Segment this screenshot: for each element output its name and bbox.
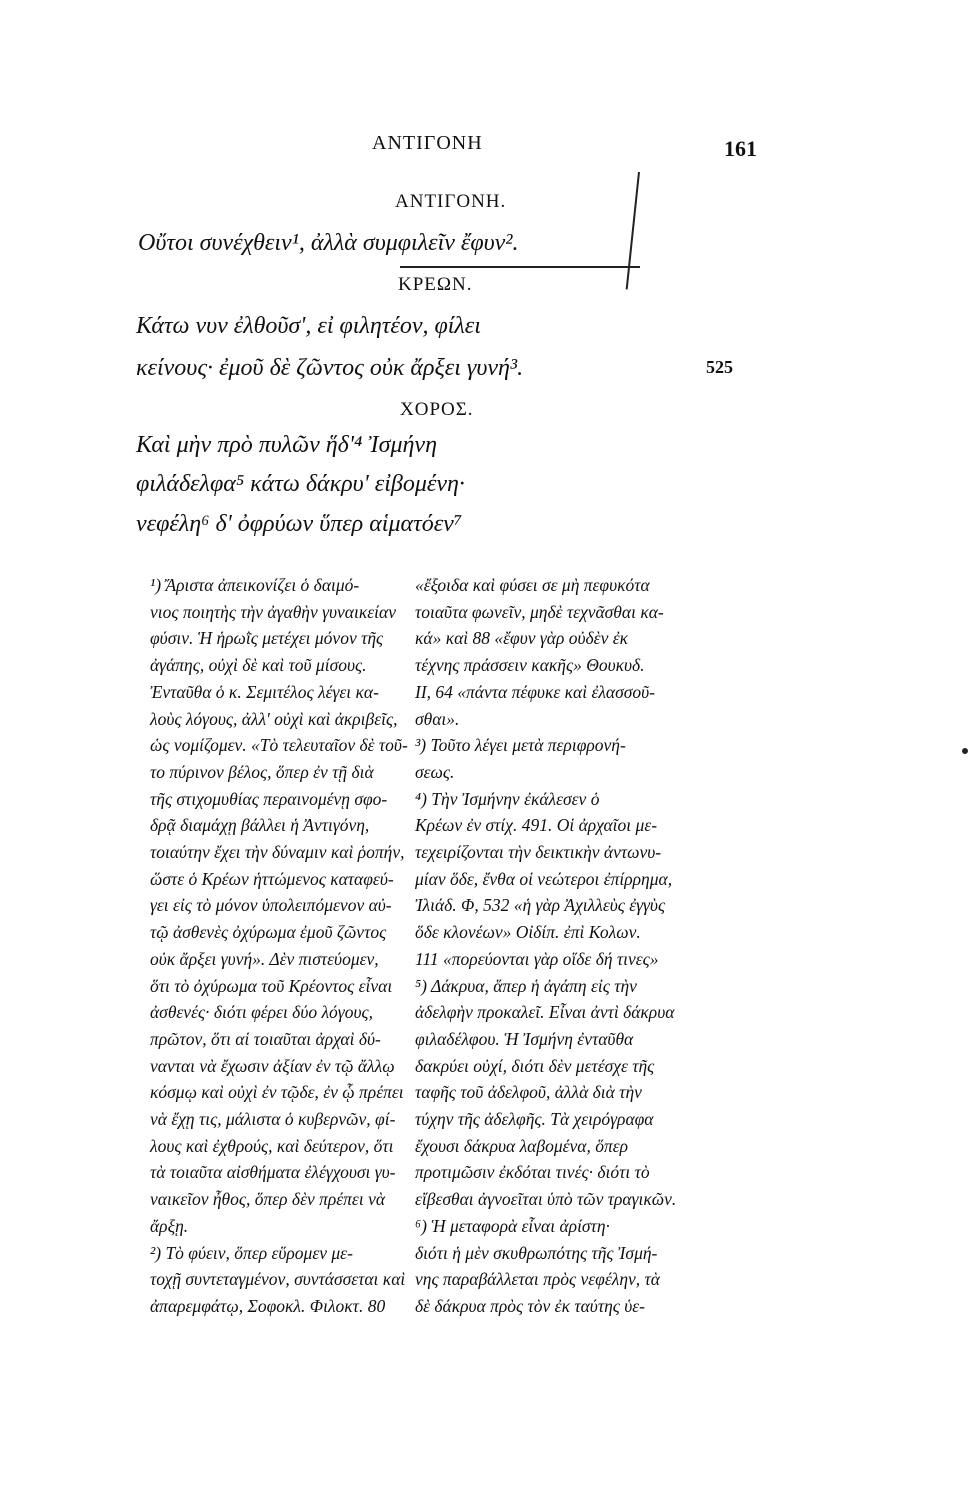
footnote-line: ἀδελφὴν προκαλεῖ. Εἶναι ἀντὶ δάκρυα xyxy=(415,1002,675,1023)
footnote-line: τύχην τῆς ἀδελφῆς. Τὰ χειρόγραφα xyxy=(415,1109,654,1130)
footnote-line: νὰ ἔχῃ τις, μάλιστα ὁ κυβερνῶν, φί- xyxy=(150,1109,396,1130)
footnote-line: τοχῇ συντεταγμένον, συντάσσεται καὶ xyxy=(150,1269,406,1290)
margin-dot xyxy=(962,748,968,754)
footnote-line: τέχνης πράσσειν κακῆς» Θουκυδ. xyxy=(415,655,645,676)
footnote-line: τοιαῦτα φωνεῖν, μηδὲ τεχνᾶσθαι κα- xyxy=(415,601,664,622)
verse-line-1: Οὔτοι συνέχθειν¹, ἀλλὰ συμφιλεῖν ἔφυν². xyxy=(138,230,519,256)
footnote-line: ἀγάπης, οὐχὶ δὲ καὶ τοῦ μίσους. xyxy=(150,655,367,676)
footnote-line: κά» καὶ 88 «ἔφυν γὰρ οὐδὲν ἐκ xyxy=(415,628,629,649)
underline-mark xyxy=(400,266,640,268)
footnote-line: γει εἰς τὸ μόνον ὑπολειπόμενον αὐ- xyxy=(150,895,392,916)
verse-line-3: κείνους· ἐμοῦ δὲ ζῶντος οὐκ ἄρξει γυνή³. xyxy=(136,355,524,381)
footnote-line: ἔχουσι δάκρυα λαβομένα, ὅπερ xyxy=(415,1135,629,1156)
footnote-line: διότι ἡ μὲν σκυθρωπότης τῆς Ἰσμή- xyxy=(415,1242,658,1263)
footnote-line: ²) Τὸ φύειν, ὅπερ εὕρομεν με- xyxy=(150,1242,353,1263)
footnote-line: τῆς στιχομυθίας περαινομένῃ σφο- xyxy=(150,788,388,809)
footnote-line: ⁴) Τὴν Ἰσμήνην ἐκάλεσεν ὁ xyxy=(415,788,600,809)
footnote-line: μίαν ὅδε, ἔνθα οἱ νεώτεροι ἐπίρρημα, xyxy=(415,868,673,889)
footnote-line: ὅτι τὸ ὀχύρωμα τοῦ Κρέοντος εἶναι xyxy=(150,975,393,996)
footnote-line: πρῶτον, ὅτι αἱ τοιαῦται ἀρχαὶ δύ- xyxy=(150,1028,381,1049)
footnote-line: νης παραβάλλεται πρὸς νεφέλην, τὰ xyxy=(415,1269,660,1290)
footnote-line: ναικεῖον ἦθος, ὅπερ δὲν πρέπει νὰ xyxy=(150,1189,386,1210)
footnote-line: σεως. xyxy=(415,761,455,782)
footnote-line: ⁵) Δάκρυα, ἅπερ ἡ ἀγάπη εἰς τὴν xyxy=(415,975,637,996)
running-title: ΑΝΤΙΓΟΝΗ xyxy=(372,132,483,154)
footnote-line: τῷ ἀσθενὲς ὀχύρωμα ἐμοῦ ζῶντος xyxy=(150,922,387,943)
line-number: 525 xyxy=(706,357,733,377)
footnote-line: εἴβεσθαι ἀγνοεῖται ὑπὸ τῶν τραγικῶν. xyxy=(415,1189,677,1210)
footnote-line: ταφῆς τοῦ ἀδελφοῦ, ἀλλὰ διὰ τὴν xyxy=(415,1082,642,1103)
margin-stroke-mark xyxy=(626,172,640,290)
verse-line-4: Καὶ μὴν πρὸ πυλῶν ἥδ'⁴ Ἰσμήνη xyxy=(136,432,437,458)
speaker-antigone: ΑΝΤΙΓΟΝΗ. xyxy=(395,191,507,212)
footnote-line: προτιμῶσιν ἐκδόται τινές· διότι τὸ xyxy=(415,1162,650,1183)
footnote-line: ὥστε ὁ Κρέων ἡττώμενος καταφεύ- xyxy=(150,868,394,889)
footnote-line: ¹) Ἄριστα ἀπεικονίζει ὁ δαιμό- xyxy=(150,575,360,595)
footnote-line: ³) Τοῦτο λέγει μετὰ περιφρονή- xyxy=(415,735,626,756)
footnotes-left-column xyxy=(150,572,408,1320)
footnote-line: οὐκ ἄρξει γυνή». Δὲν πιστεύομεν, xyxy=(150,948,379,969)
footnote-line: τεχειρίζονται τὴν δεικτικὴν ἀντωνυ- xyxy=(415,842,662,863)
footnote-line: «ἔξοιδα καὶ φύσει σε μὴ πεφυκότα xyxy=(415,575,650,595)
verse-line-6: νεφέλη⁶ δ' ὀφρύων ὕπερ αἱματόεν⁷ xyxy=(136,511,463,537)
footnote-line: σθαι». xyxy=(415,708,460,729)
footnote-line: ἄρξῃ. xyxy=(150,1215,189,1236)
page-number: 161 xyxy=(724,136,757,161)
footnote-line: ἀπαρεμφάτῳ, Σοφοκλ. Φιλοκτ. 80 xyxy=(150,1295,386,1316)
speaker-chorus: ΧΟΡΟΣ. xyxy=(400,399,474,420)
speaker-creon: ΚΡΕΩΝ. xyxy=(398,274,473,295)
footnote-line: νιος ποιητὴς τὴν ἀγαθὴν γυναικείαν xyxy=(150,601,396,622)
footnote-line: νανται νὰ ἔχωσιν ἀξίαν ἐν τῷ ἄλλῳ xyxy=(150,1055,395,1076)
footnote-line: φιλαδέλφου. Ἡ Ἰσμήνη ἐνταῦθα xyxy=(415,1028,634,1049)
footnote-line: δὲ δάκρυα πρὸς τὸν ἐκ ταύτης ὑε- xyxy=(415,1295,645,1316)
footnote-line: 111 «πορεύονται γὰρ οἵδε δή τινες» xyxy=(415,948,659,969)
footnote-line: ὅδε κλονέων» Οἰδίπ. ἐπὶ Κολων. xyxy=(415,922,641,943)
footnote-line: τὰ τοιαῦτα αἰσθήματα ἐλέγχουσι γυ- xyxy=(150,1162,396,1183)
footnote-line: φύσιν. Ἡ ἡρωῒς μετέχει μόνον τῆς xyxy=(150,628,384,649)
footnote-line: Κρέων ἐν στίχ. 491. Οἱ ἀρχαῖοι με- xyxy=(415,815,658,836)
footnote-line: λους καὶ ἐχθρούς, καὶ δεύτερον, ὅτι xyxy=(150,1135,394,1156)
footnote-line: τοιαύτην ἔχει τὴν δύναμιν καὶ ῥοπήν, xyxy=(150,842,405,863)
footnote-line: κόσμῳ καὶ οὐχὶ ἐν τῷδε, ἐν ᾧ πρέπει xyxy=(150,1082,404,1103)
footnote-line: ἀσθενές· διότι φέρει δύο λόγους, xyxy=(150,1002,373,1023)
footnotes-right-column xyxy=(415,572,745,1320)
footnote-line: Ἰλιάδ. Φ, 532 «ἡ γὰρ Ἀχιλλεὺς ἐγγὺς xyxy=(415,895,666,916)
footnote-line: δακρύει οὐχί, διότι δὲν μετέσχε τῆς xyxy=(415,1055,655,1076)
verse-line-2: Κάτω νυν ἐλθοῦσ', εἰ φιλητέον, φίλει xyxy=(136,313,481,339)
footnote-line: ΙΙ, 64 «πάντα πέφυκε καὶ ἐλασσοῦ- xyxy=(415,681,655,702)
verse-line-5: φιλάδελφα⁵ κάτω δάκρυ' εἰβομένη· xyxy=(136,471,465,497)
footnote-line: το πύρινον βέλος, ὅπερ ἐν τῇ διὰ xyxy=(150,761,374,782)
footnote-line: ὡς νομίζομεν. «Τὸ τελευταῖον δὲ τοῦ- xyxy=(150,735,408,756)
footnote-line: δρᾷ διαμάχῃ βάλλει ἡ Ἀντιγόνη, xyxy=(150,815,370,836)
footnote-line: ⁶) Ἡ μεταφορὰ εἶναι ἀρίστη· xyxy=(415,1215,610,1236)
footnote-line: Ἐνταῦθα ὁ κ. Σεμιτέλος λέγει κα- xyxy=(150,681,379,702)
footnote-line: λοὺς λόγους, ἀλλ' οὐχὶ καὶ ἀκριβεῖς, xyxy=(150,708,398,729)
